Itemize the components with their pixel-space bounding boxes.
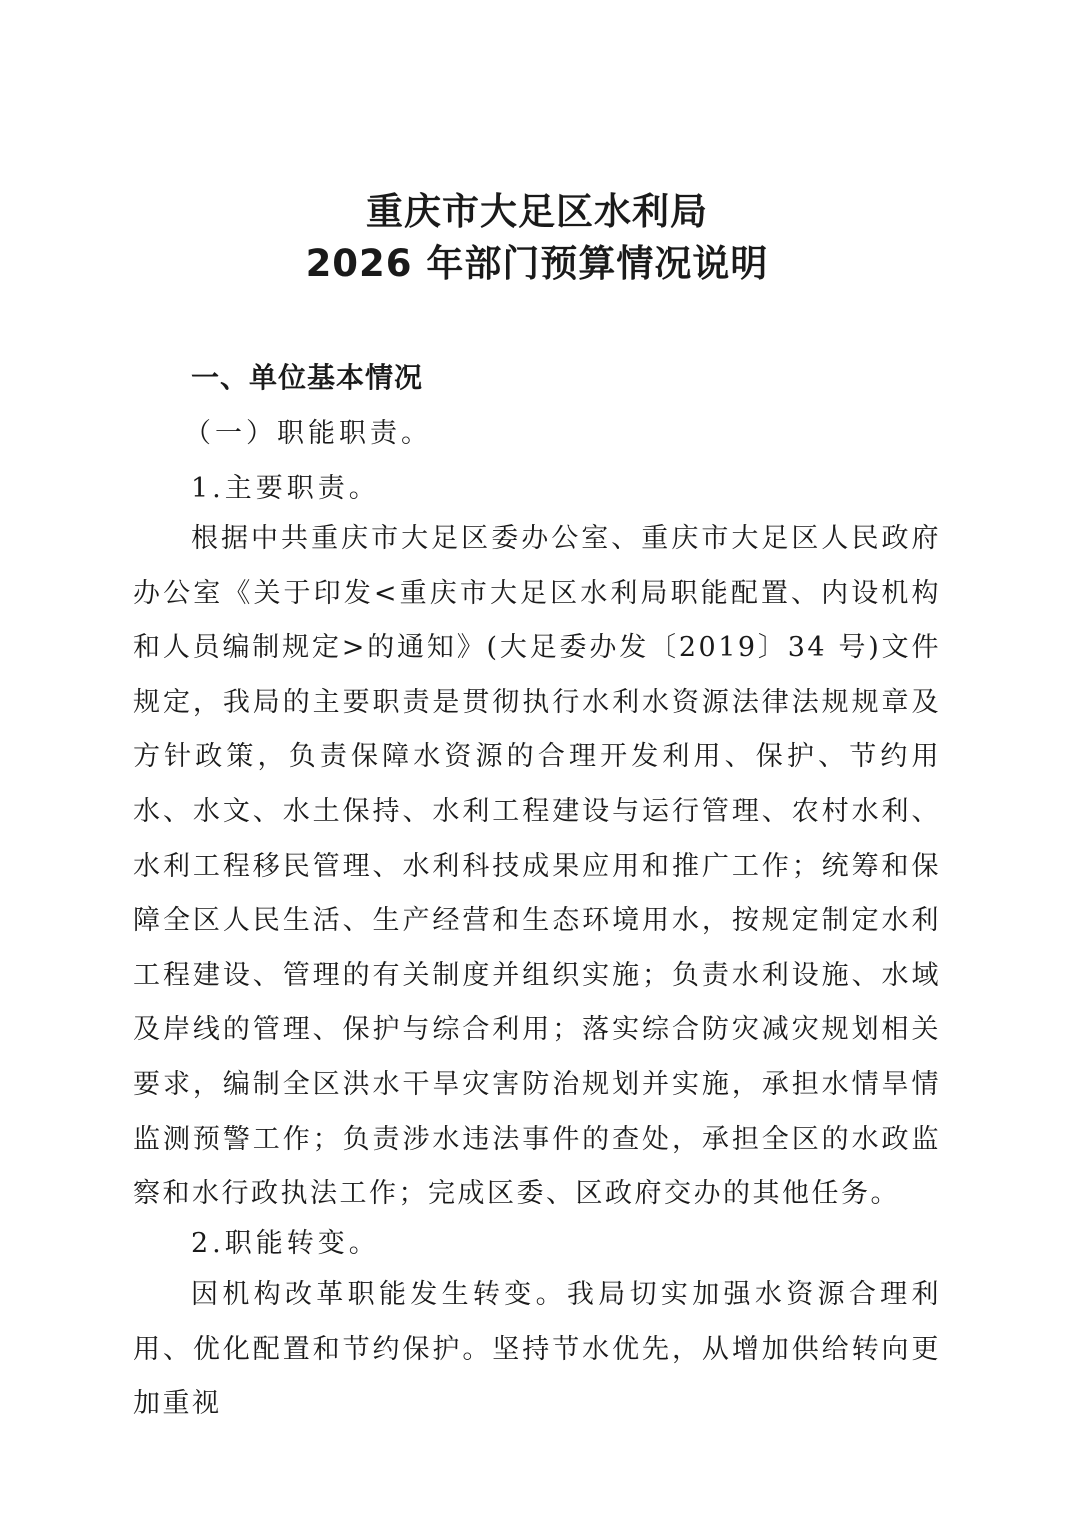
item-heading-function-change: 2.职能转变。 [191, 1228, 380, 1259]
paragraph-function-change: 因机构改革职能发生转变。我局切实加强水资源合理利用、优化配置和节约保护。坚持节水优先，从增加供给转向更加重视 [133, 1279, 941, 1420]
paragraph-main-duties: 根据中共重庆市大足区委办公室、重庆市大足区人民政府办公室《关于印发<重庆市大足区水利局职能配置、内设机构和人员编制规定>的通知》(大足委办发〔2019〕34 号)文件规定，我局的主要职责是贯彻执行水利水资源法律法规规章及方针政策，负责保障水资源的合理开发利用、保护、节约用水、水文、水土保持、水利工程建设与运行管理、农村水利、水利工程移民管理、水利科技成果应用和推广工作；统筹和保障全区人民生活、生产经营和生态环境用水，按规定制定水利工程建设、管理的有关制度并组织实施；负责水利设施、水域及岸线的管理、保护与综合利用；落实综合防灾减灾规划相关要求，编制全区洪水干旱灾害防治规划并实施，承担水情旱情监测预警工作；负责涉水违法事件的查处，承担全区的水政监察和水行政执法工作；完成区委、区政府交办的其他任务。 [133, 523, 941, 1210]
document-title-line1: 重庆市大足区水利局 [366, 190, 708, 233]
subsection-heading-functions: （一）职能职责。 [184, 418, 432, 449]
section-heading-unit-basic-info: 一、单位基本情况 [191, 361, 424, 394]
item-heading-main-duties: 1.主要职责。 [191, 473, 380, 504]
document-title-line2: 2026 年部门预算情况说明 [305, 242, 769, 285]
